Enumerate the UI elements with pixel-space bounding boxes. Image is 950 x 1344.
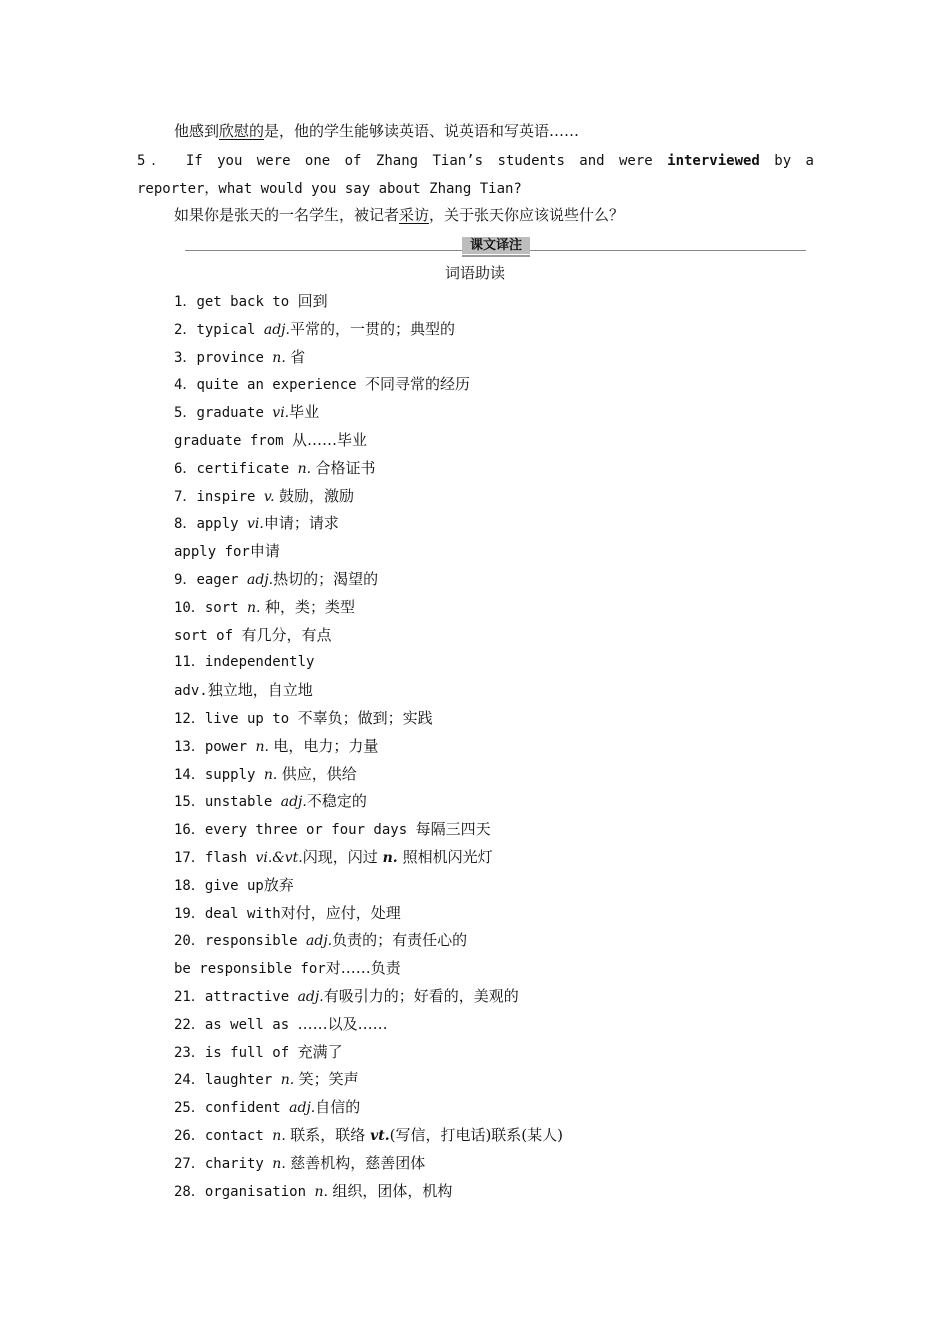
vocab-chinese: 充满了 <box>297 1042 343 1061</box>
vocab-number: 24． <box>174 1072 205 1089</box>
vocab-item <box>174 1015 563 1043</box>
vocab-item <box>174 292 563 320</box>
vocab-chinese: 申请；请求 <box>263 514 339 533</box>
vocab-number: 9． <box>174 571 197 588</box>
vocab-english: is full of <box>204 1044 298 1061</box>
vocab-item <box>174 570 563 598</box>
question-5-chinese <box>174 206 624 224</box>
vocab-number: 22． <box>174 1016 205 1033</box>
vocab-english: independently <box>204 654 315 671</box>
line1-text-a: 他感到 <box>174 122 220 140</box>
vocab-item <box>174 542 563 570</box>
vocab-number: 2． <box>174 321 197 338</box>
vocab-chinese: 笑；笑声 <box>298 1070 359 1089</box>
q5-cn-text-b: ，关于张天你应该说些什么？ <box>429 206 625 224</box>
vocab-item <box>174 987 563 1015</box>
vocab-english: contact <box>204 1127 273 1144</box>
section-heading: 词语助读 <box>444 264 505 282</box>
vocab-item <box>174 709 563 737</box>
vocab-item <box>174 848 563 876</box>
vocab-english: sort <box>204 599 248 616</box>
vocab-item <box>174 431 563 459</box>
vocab-chinese: 鼓励，激励 <box>279 486 355 505</box>
question-5-number: 5． <box>137 153 172 169</box>
vocab-item <box>174 1070 563 1098</box>
vocab-number: 27． <box>174 1155 205 1172</box>
vocab-chinese: 有几分，有点 <box>241 625 332 644</box>
vocab-english: every three or four days <box>204 822 416 839</box>
vocab-chinese: 不辜负；做到；实践 <box>297 708 433 727</box>
vocab-english: power <box>204 738 256 755</box>
vocab-chinese: 省 <box>290 347 306 366</box>
vocab-number: 13． <box>174 738 205 755</box>
vocab-english: give up <box>204 877 264 894</box>
vocab-item <box>174 514 563 542</box>
vocab-item <box>174 598 563 626</box>
vocab-number: 3． <box>174 349 197 366</box>
vocab-chinese: ……以及…… <box>297 1014 388 1033</box>
vocab-chinese: 毕业 <box>289 403 320 422</box>
vocab-chinese: 对……负责 <box>325 959 401 978</box>
vocab-number: 7． <box>174 488 197 505</box>
vocab-number: 1． <box>174 294 197 310</box>
vocab-item <box>174 459 563 487</box>
vocab-chinese: 闪现，闪过 <box>302 847 378 866</box>
vocab-english: province <box>196 349 273 366</box>
vocab-english: eager <box>196 571 248 588</box>
vocab-english: organisation <box>204 1183 315 1200</box>
question-5-bold-word: interviewed <box>667 153 760 169</box>
vocab-part-of-speech: n. <box>272 1155 291 1172</box>
vocab-list <box>174 292 563 1209</box>
vocab-chinese: 负责的；有责任心的 <box>332 931 468 950</box>
vocab-item <box>174 1098 563 1126</box>
vocab-chinese: 慈善机构，慈善团体 <box>290 1153 426 1172</box>
vocab-part-of-speech: adj. <box>297 988 324 1005</box>
vocab-part-of-speech: n. <box>314 1183 333 1200</box>
vocab-chinese: 平常的，一贯的；典型的 <box>289 319 455 338</box>
vocab-part-of-speech: n. <box>247 599 265 616</box>
vocab-item <box>174 792 563 820</box>
vocab-part-of-speech: n. <box>297 460 316 477</box>
vocab-english: live up to <box>204 710 298 727</box>
vocab-part-of-speech: vi. <box>272 405 290 422</box>
vocab-english: supply <box>204 766 264 783</box>
q5-cn-underlined-word: 采访 <box>399 206 430 224</box>
vocab-part-of-speech-2: n. <box>377 849 403 866</box>
vocab-item <box>174 653 563 681</box>
vocab-chinese: 回到 <box>297 292 328 310</box>
vocab-part-of-speech: vi. <box>247 516 264 533</box>
vocab-number: 4． <box>174 377 197 394</box>
vocab-english: apply for <box>174 544 250 561</box>
vocab-number: 15． <box>174 794 205 811</box>
vocab-item <box>174 931 563 959</box>
vocab-number: 23． <box>174 1044 205 1061</box>
vocab-item <box>174 1182 563 1210</box>
vocab-item <box>174 403 563 431</box>
vocab-english: responsible <box>204 933 307 950</box>
q5-cn-text-a: 如果你是张天的一名学生，被记者 <box>174 206 400 224</box>
vocab-chinese: 有吸引力的；好看的，美观的 <box>323 986 519 1005</box>
vocab-english: flash <box>204 849 256 866</box>
vocab-english: graduate <box>196 405 273 422</box>
vocab-number: 16． <box>174 822 205 839</box>
vocab-english: as well as <box>204 1016 298 1033</box>
vocab-part-of-speech: vi.&vt. <box>255 849 303 866</box>
vocab-item <box>174 375 563 403</box>
vocab-number: 20． <box>174 933 205 950</box>
vocab-number: 18． <box>174 877 205 894</box>
vocab-number: 5． <box>174 405 197 422</box>
vocab-english: unstable <box>204 794 281 811</box>
vocab-chinese: 每隔三四天 <box>415 820 491 839</box>
vocab-part-of-speech: v. <box>263 488 280 505</box>
top-chinese-line <box>174 122 579 140</box>
vocab-number: 11． <box>174 654 205 671</box>
vocab-number: 21． <box>174 988 205 1005</box>
vocab-english: adv. <box>174 683 208 700</box>
vocab-chinese: 热切的；渴望的 <box>273 569 379 588</box>
vocab-english: sort of <box>174 627 242 644</box>
vocab-item <box>174 820 563 848</box>
vocab-part-of-speech: n. <box>280 1072 299 1089</box>
vocab-number: 25． <box>174 1100 205 1117</box>
vocab-english: attractive <box>204 988 298 1005</box>
vocab-chinese-2: 照相机闪光灯 <box>402 847 493 866</box>
vocab-english: laughter <box>204 1072 281 1089</box>
vocab-item <box>174 876 563 904</box>
vocab-number: 17． <box>174 849 205 866</box>
question-5-line-1 <box>137 152 814 170</box>
vocab-english: confident <box>204 1100 290 1117</box>
vocab-english: graduate from <box>174 432 293 449</box>
vocab-item <box>174 765 563 793</box>
question-5-text-a: If you were one of Zhang Tian’s students and were <box>185 153 653 169</box>
vocab-item <box>174 320 563 348</box>
vocab-chinese: 独立地，自立地 <box>207 681 313 700</box>
vocab-chinese: 对付，应付，处理 <box>280 903 401 922</box>
vocab-english: charity <box>204 1155 273 1172</box>
vocab-part-of-speech: adj. <box>280 794 307 811</box>
vocab-number: 19． <box>174 905 205 922</box>
vocab-chinese: 电，电力；力量 <box>273 736 379 755</box>
vocab-chinese: 申请 <box>249 542 280 561</box>
line1-underlined-word: 欣慰的 <box>219 122 265 140</box>
vocab-english: inspire <box>196 488 264 505</box>
vocab-number: 12． <box>174 710 205 727</box>
vocab-part-of-speech-2: vt. <box>365 1127 390 1144</box>
vocab-item <box>174 904 563 932</box>
vocab-number: 26． <box>174 1127 205 1144</box>
vocab-chinese: 自信的 <box>315 1098 361 1117</box>
vocab-number: 6． <box>174 460 197 477</box>
vocab-part-of-speech: n. <box>263 766 282 783</box>
vocab-english: quite an experience <box>196 377 366 394</box>
vocab-chinese: 不同寻常的经历 <box>365 375 471 394</box>
vocab-item <box>174 1126 563 1154</box>
vocab-part-of-speech: adj. <box>289 1100 316 1117</box>
vocab-english: typical <box>196 321 264 338</box>
vocab-english: certificate <box>196 460 298 477</box>
vocab-chinese: 供应，供给 <box>281 764 357 783</box>
vocab-chinese: 放弃 <box>263 875 294 894</box>
vocab-part-of-speech: adj. <box>247 571 274 588</box>
vocab-chinese: 种，类；类型 <box>264 597 355 616</box>
vocab-chinese: 不稳定的 <box>306 792 367 811</box>
vocab-item <box>174 681 563 709</box>
vocab-chinese: 联系，联络 <box>290 1125 366 1144</box>
question-5-text-b: by a <box>774 153 814 169</box>
vocab-number: 8． <box>174 516 197 533</box>
vocab-item <box>174 348 563 376</box>
question-5-line-2: reporter，what would you say about Zhang Tian? <box>137 181 522 197</box>
vocab-chinese: 组织，团体，机构 <box>332 1181 453 1200</box>
vocab-item <box>174 1043 563 1071</box>
vocab-part-of-speech: adj. <box>306 933 333 950</box>
vocab-chinese: 合格证书 <box>315 458 376 477</box>
vocab-number: 14． <box>174 766 205 783</box>
vocab-english: apply <box>196 516 248 533</box>
vocab-item <box>174 737 563 765</box>
vocab-number: 28． <box>174 1183 205 1200</box>
vocab-english: get back to <box>196 294 298 310</box>
vocab-chinese-2: (写信，打电话)联系(某人) <box>389 1125 564 1144</box>
section-rule-right <box>530 250 806 251</box>
vocab-english: deal with <box>204 905 281 922</box>
vocab-chinese: 从……毕业 <box>292 430 368 449</box>
vocab-part-of-speech: adj. <box>263 321 290 338</box>
section-label: 课文译注 <box>462 237 530 254</box>
vocab-part-of-speech: n. <box>272 1127 291 1144</box>
section-rule-left <box>185 250 462 251</box>
vocab-part-of-speech: n. <box>255 738 274 755</box>
vocab-english: be responsible for <box>174 961 326 978</box>
line1-text-b: 是，他的学生能够读英语、说英语和写英语…… <box>264 122 580 140</box>
vocab-item <box>174 959 563 987</box>
vocab-item <box>174 626 563 654</box>
vocab-part-of-speech: n. <box>272 349 291 366</box>
vocab-item <box>174 1154 563 1182</box>
vocab-item <box>174 487 563 515</box>
vocab-number: 10． <box>174 599 205 616</box>
